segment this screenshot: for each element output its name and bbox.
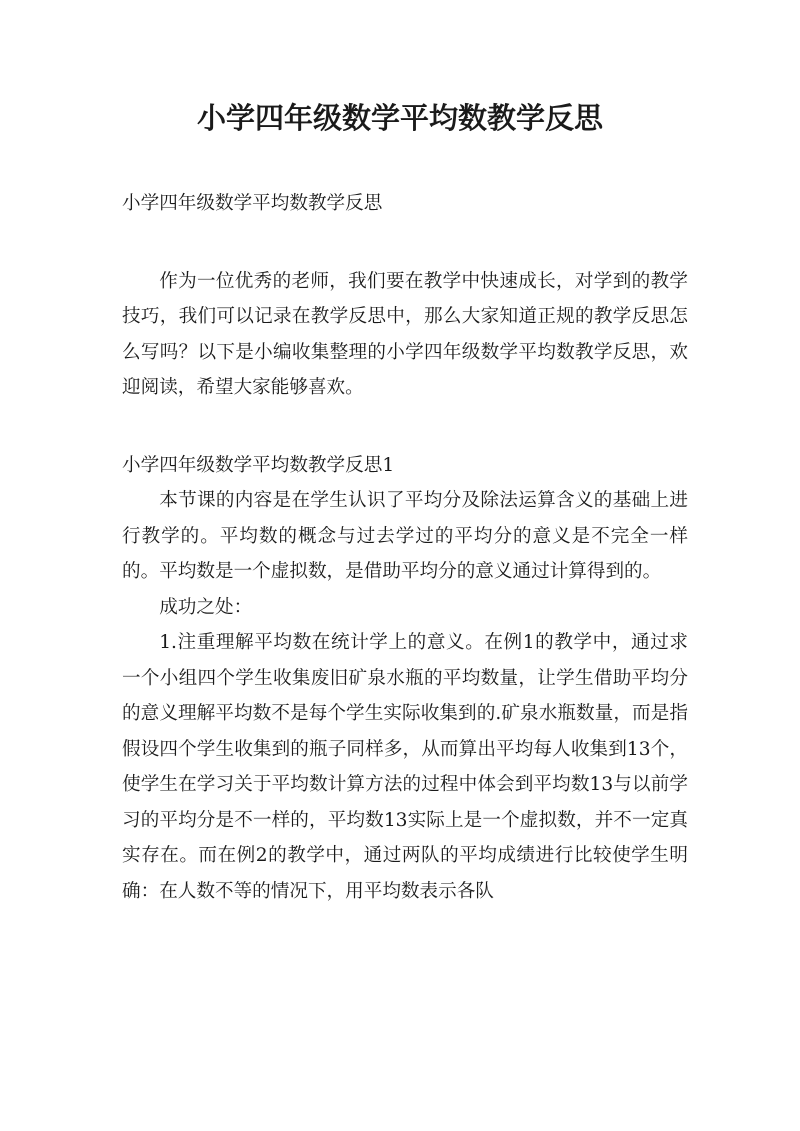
intro-paragraph: 作为一位优秀的老师，我们要在教学中快速成长，对学到的教学技巧，我们可以记录在教学反思中，那么大家知道正规的教学反思怎么写吗？以下是小编收集整理的小学四年级数学平均数教学反思，欢迎阅读，希望大家能够喜欢。 [122,270,688,398]
document-subtitle: 小学四年级数学平均数教学反思 [122,193,383,214]
document-title: 小学四年级数学平均数教学反思 [196,101,603,135]
point-1-paragraph: 1.注重理解平均数在统计学上的意义。在例1的教学中，通过求一个小组四个学生收集废旧矿泉水瓶的平均数量，让学生借助平均分的意义理解平均数不是每个学生实际收集到的.矿泉水瓶数量，而是指假设四个学生收集到的瓶子同样多，从而算出平均每人收集到13个，使学生在学习关于平均数计算方法的过程中体会到平均数13与以前学习的平均分是不一样的，平均数13实际上是一个虚拟数，并不一定真实存在。而在例2的教学中，通过两队的平均成绩进行比较使学生明确：在人数不等的情况下，用平均数表示各队 [122,632,688,902]
section-heading: 小学四年级数学平均数教学反思1 [122,454,395,476]
document-body [122,186,688,909]
body-paragraph-1: 本节课的内容是在学生认识了平均分及除法运算含义的基础上进行教学的。平均数的概念与过去学过的平均分的意义是不完全一样的。平均数是一个虚拟数，是借助平均分的意义通过计算得到的。 [122,490,688,582]
success-label: 成功之处： [159,596,253,618]
